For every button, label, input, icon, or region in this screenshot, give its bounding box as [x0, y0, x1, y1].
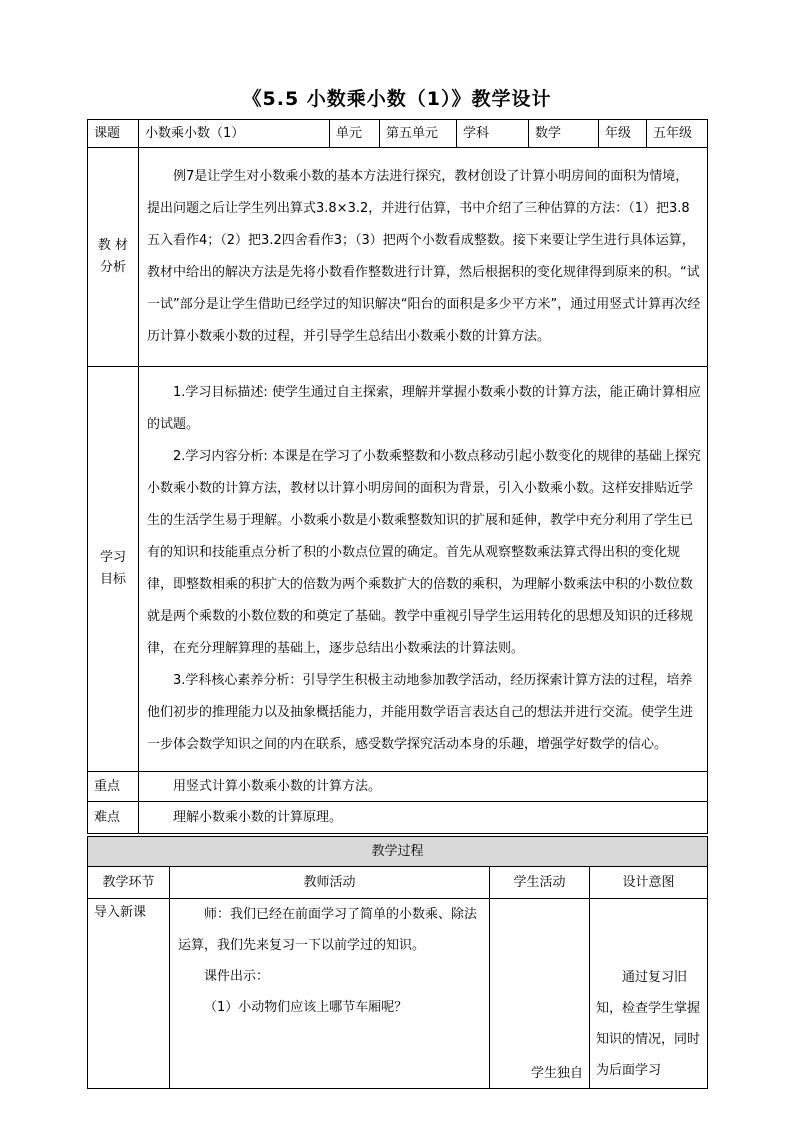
analysis-row [88, 148, 708, 367]
analysis-label: 教 材 分析 [88, 148, 139, 367]
topic-value: 小数乘小数（1） [139, 120, 330, 148]
difficulty-text: 理解小数乘小数的计算原理。 [139, 802, 708, 834]
goal-paragraph-1: 1.学习目标描述: 使学生通过自主探索，理解并掌握小数乘小数的计算方法，能正确计算相应的试题。 [147, 385, 701, 432]
teacher-paragraph-2: 课件出示： [204, 969, 270, 984]
stage-cell: 导入新课 [88, 899, 170, 1089]
key-point-label: 重点 [88, 772, 139, 802]
difficulty-label: 难点 [88, 802, 139, 834]
subject-label: 学科 [457, 120, 529, 148]
key-point-text: 用竖式计算小数乘小数的计算方法。 [139, 772, 708, 802]
process-header-row [88, 837, 708, 867]
goals-label: 学习 目标 [88, 367, 139, 772]
teacher-activity-cell [170, 899, 490, 1089]
grade-value: 五年级 [647, 120, 708, 148]
intent-cell [590, 899, 708, 1089]
analysis-text: 例7是让学生对小数乘小数的基本方法进行探究，教材创设了计算小明房间的面积为情境，提出问题之后让学生列出算式3.8×3.2，并进行估算，书中介绍了三种估算的方法：（1）把3.8五入看作4；（2）把3.2四舍看作3；（3）把两个小数看成整数。接下来要让学生进行具体运算，教材中给出的解决方法是先将小数看作整数进行计算，然后根据积的变化规律得到原来的积。“试一试”部分是让学生借助已经学过的知识解决“阳台的面积是多少平方米”，通过用竖式计算再次经历计算小数乘小数的过程，并引导学生总结出小数乘小数的计算方法。 [147, 169, 701, 344]
col-intent: 设计意图 [590, 867, 708, 899]
subject-value: 数学 [529, 120, 599, 148]
lesson-info-table [87, 119, 708, 834]
teaching-process-table [87, 836, 708, 1089]
goals-row [88, 367, 708, 772]
info-row [88, 120, 708, 148]
col-stage: 教学环节 [88, 867, 170, 899]
process-columns-row [88, 867, 708, 899]
unit-label: 单元 [330, 120, 380, 148]
intent-text: 通过复习旧知，检查学生掌握知识的情况，同时为后面学习 [596, 970, 701, 1078]
process-header: 教学过程 [88, 837, 708, 867]
student-activity-cell: 学生独自 [490, 899, 590, 1089]
process-row-intro [88, 899, 708, 1089]
teacher-paragraph-3: （1）小动物们应该上哪节车厢呢？ [204, 1000, 408, 1015]
page-title: 《5.5 小数乘小数（1）》教学设计 [242, 88, 552, 110]
col-student: 学生活动 [490, 867, 590, 899]
unit-value: 第五单元 [380, 120, 457, 148]
goals-cell [139, 367, 708, 772]
goal-paragraph-2: 2.学习内容分析: 本课是在学习了小数乘整数和小数点移动引起小数变化的规律的基础上探究小数乘小数的计算方法，教材以计算小明房间的面积为背景，引入小数乘小数。这样安排贴近学生的生活学生易于理解。小数乘小数是小数乘整数知识的扩展和延伸，教学中充分利用了学生已有的知识和技能重点分析了积的小数点位置的确定。首先从观察整数乘法算式得出积的变化规律，即整数相乘的积扩大的倍数为两个乘数扩大的倍数的乘积，为理解小数乘法中积的小数位数就是两个乘数的小数位数的和奠定了基础。教学中重视引导学生运用转化的思想及知识的迁移规律，在充分理解算理的基础上，逐步总结出小数乘法的计算法则。 [147, 449, 701, 656]
topic-label: 课题 [88, 120, 139, 148]
grade-label: 年级 [599, 120, 647, 148]
teacher-paragraph-1: 师：我们已经在前面学习了简单的小数乘、除法运算，我们先来复习一下以前学过的知识。 [178, 907, 478, 953]
col-teacher: 教师活动 [170, 867, 490, 899]
goal-paragraph-3: 3.学科核心素养分析：引导学生积极主动地参加教学活动，经历探索计算方法的过程，培养他们初步的推理能力以及抽象概括能力，并能用数学语言表达自己的想法并进行交流。使学生进一步体会数学知识之间的内在联系，感受数学探究活动本身的乐趣，增强学好数学的信心。 [147, 673, 694, 752]
key-point-row [88, 772, 708, 802]
difficulty-row [88, 802, 708, 834]
analysis-cell [139, 148, 708, 367]
